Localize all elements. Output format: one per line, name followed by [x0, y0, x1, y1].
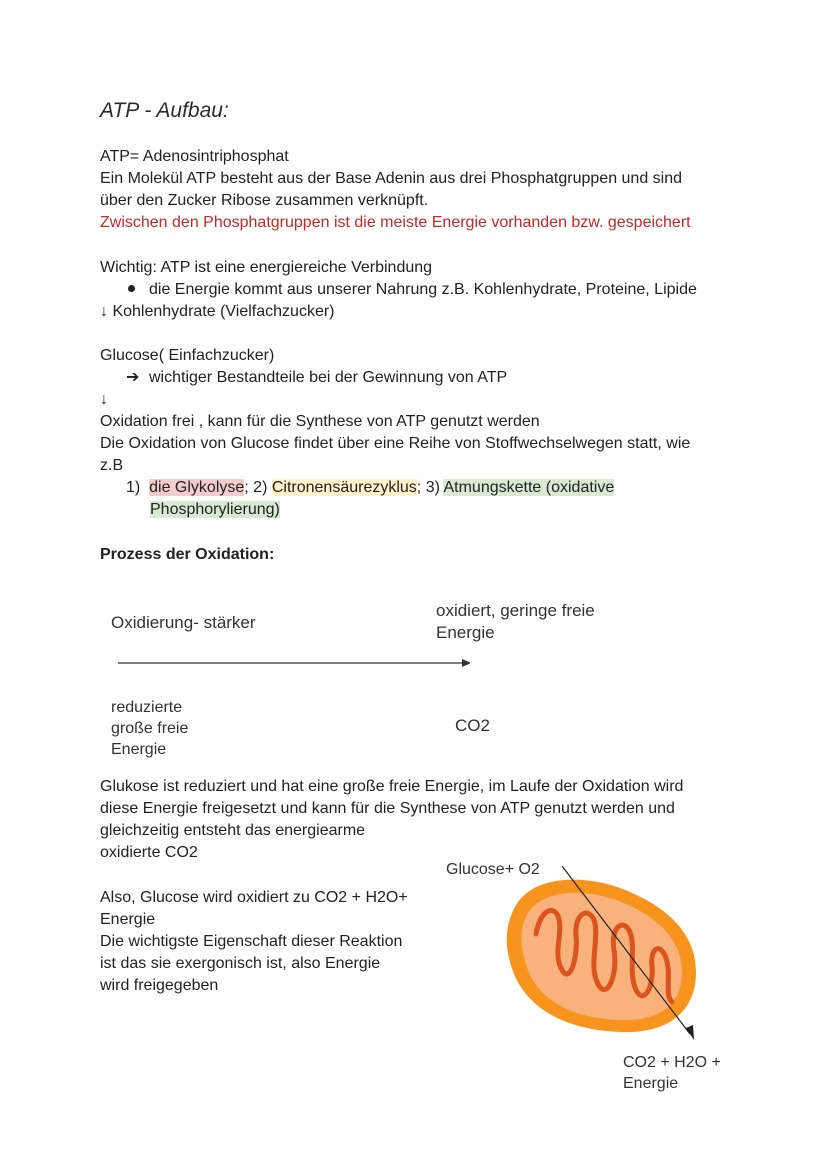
glucose-line: Glucose( Einfachzucker): [100, 347, 275, 364]
also-line-3: Die wichtigste Eigenschaft dieser Reaktion: [100, 933, 403, 950]
bullet-dot-icon: [128, 285, 135, 292]
also-line-5: wird freigegeben: [100, 977, 219, 994]
oxidation-line-1: Oxidation frei , kann für die Synthese von ATP genutzt werden: [100, 413, 540, 430]
also-line-4: ist das sie exergonisch ist, also Energie: [100, 955, 381, 972]
glukose-line-2: diese Energie freigesetzt und kann für die Synthese von ATP genutzt werden und: [100, 800, 675, 817]
down-arrow-icon: ↓: [100, 391, 108, 408]
step-atmungskette: Atmungskette (oxidative: [443, 479, 615, 496]
diagram-right-top-2: Energie: [436, 623, 495, 642]
mito-bottom-label-2: Energie: [623, 1075, 679, 1092]
diagram-left-top: Oxidierung- stärker: [111, 613, 256, 632]
wichtig-line: Wichtig: ATP ist eine energiereiche Verbindung: [100, 259, 433, 276]
step-number: 1): [126, 479, 141, 496]
glukose-line-1: Glukose ist reduziert und hat eine große freie Energie, im Laufe der Oxidation wird: [100, 778, 684, 795]
intro-line-3: über den Zucker Ribose zusammen verknüpft.: [100, 192, 429, 209]
step-separator-1: ; 2): [244, 479, 272, 496]
kohlenhydrate-line: ↓ Kohlenhydrate (Vielfachzucker): [100, 303, 335, 320]
oxidation-line-3: z.B: [100, 457, 124, 474]
also-line-1: Also, Glucose wird oxidiert zu CO2 + H2O+: [100, 889, 408, 906]
intro-line-1: ATP= Adenosintriphosphat: [100, 148, 289, 165]
mitochondrion-illustration: [500, 862, 710, 1047]
also-line-2: Energie: [100, 911, 156, 928]
intro-red-line: Zwischen den Phosphatgruppen ist die meiste Energie vorhanden bzw. gespeichert: [100, 214, 691, 231]
prozess-heading: Prozess der Oxidation:: [100, 546, 275, 563]
wichtig-bullet: die Energie kommt aus unserer Nahrung z.B. Kohlenhydrate, Proteine, Lipide: [149, 281, 697, 298]
diagram-left-bottom-2: große freie: [111, 720, 189, 737]
diagram-right-top-1: oxidiert, geringe freie: [436, 601, 595, 620]
intro-line-2: Ein Molekül ATP besteht aus der Base Adenin aus drei Phosphatgruppen und sind: [100, 170, 683, 187]
step-glykolyse: die Glykolyse: [149, 479, 245, 496]
glukose-line-3: gleichzeitig entsteht das energiearme: [100, 822, 366, 839]
diagram-left-bottom-1: reduzierte: [111, 699, 183, 716]
glucose-arrow-item: wichtiger Bestandteile bei der Gewinnung von ATP: [149, 369, 508, 386]
page-title: ATP - Aufbau:: [100, 99, 229, 122]
mito-bottom-label-1: CO2 + H2O +: [623, 1054, 721, 1071]
diagram-left-bottom-3: Energie: [111, 741, 167, 758]
steps-line-1: [126, 477, 614, 499]
diagram-co2: CO2: [455, 716, 490, 735]
step-citronensaeurezyklus: Citronensäurezyklus: [271, 479, 417, 496]
step-phosphorylierung: Phosphorylierung): [150, 501, 280, 518]
oxidation-line-2: Die Oxidation von Glucose findet über eine Reihe von Stoffwechselwegen statt, wie: [100, 435, 691, 452]
arrow-right-icon: ➔: [126, 369, 140, 386]
glukose-line-4: oxidierte CO2: [100, 844, 198, 861]
step-separator-2: ; 3): [416, 479, 444, 496]
oxidation-arrow: [110, 655, 470, 671]
mito-top-label: Glucose+ O2: [446, 861, 540, 878]
steps-line-2: [150, 499, 280, 521]
